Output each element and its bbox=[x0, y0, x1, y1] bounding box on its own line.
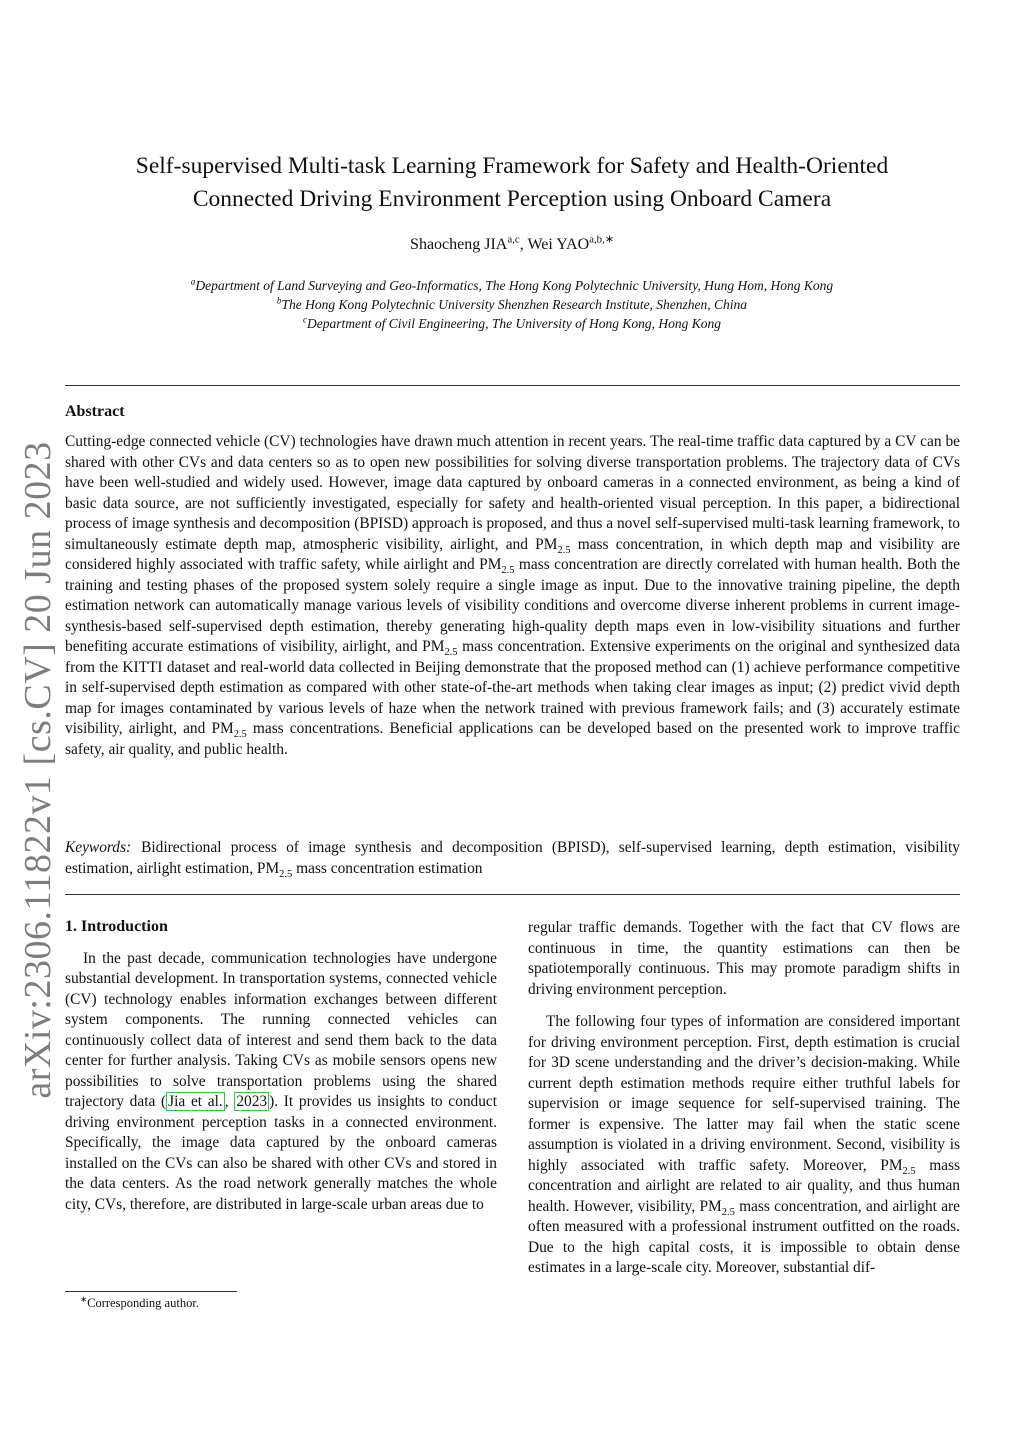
pm-subscript: 2.5 bbox=[444, 647, 458, 659]
abstract-text: mass concentrations. Beneficial applications can be developed based on the presented work to improve traffic safety, air quality, and public health. bbox=[65, 720, 960, 758]
author-2-affil: a,b,∗ bbox=[589, 233, 614, 246]
pm-subscript: 2.5 bbox=[557, 544, 571, 556]
divider-bottom bbox=[65, 894, 960, 895]
footnote-divider bbox=[65, 1291, 237, 1292]
affil-mark: c bbox=[302, 314, 308, 325]
paragraph-text: mass concentration and airlight are related to air quality, and thus human health. However, visibility, PM bbox=[528, 1156, 960, 1215]
arxiv-side-stamp bbox=[8, 441, 68, 1099]
citation-year-link[interactable] bbox=[234, 1092, 269, 1111]
paragraph-text: The following four types of information are considered important for driving environment perception. First, depth estimation is crucial for 3D scene understanding and the driver’s decision-making. While current depth estimation methods require either truthful labels for supervision or image sequence for self-supervised training. The former is expensive. The latter may fail when the static scene assumption is violated in a driving environment. Second, visibility is highly associated with traffic safety. Moreover, PM bbox=[528, 1013, 960, 1174]
intro-paragraph bbox=[528, 1012, 960, 1279]
affil-mark: a bbox=[190, 276, 196, 287]
keywords bbox=[65, 838, 960, 879]
abstract-text: mass concentration. Extensive experiments on the original and synthesized data from the KITTI dataset and real-world data collected in Beijing demonstrate that the proposed method can (1) achieve performance competitive in self-supervised depth estimation as compared with other state-of-the-art methods when taking clear images as input; (2) predict vivid depth map for images contaminated by various levels of haze when the network trained with previous framework fails; and (3) accurately estimate visibility, airlight, and PM bbox=[65, 638, 960, 737]
abstract-text: mass concentration, in which depth map and visibility are considered highly associated with traffic safety, while airlight and PM bbox=[65, 535, 960, 573]
citation-author: Jia et al. bbox=[168, 1093, 223, 1110]
divider-top bbox=[65, 385, 960, 386]
left-column bbox=[65, 917, 497, 1215]
footnote bbox=[80, 1293, 199, 1311]
section-heading-introduction: 1. Introduction bbox=[65, 918, 168, 935]
affiliation-b bbox=[80, 295, 944, 314]
pm-subscript: 2.5 bbox=[902, 1165, 916, 1177]
pm-subscript: 2.5 bbox=[279, 868, 293, 880]
author-2: Wei YAO bbox=[527, 236, 590, 253]
pm-subscript: 2.5 bbox=[501, 565, 515, 577]
affil-text: Department of Civil Engineering, The University of Hong Kong, Hong Kong bbox=[307, 316, 722, 331]
paper-title bbox=[80, 150, 944, 216]
paragraph-text: In the past decade, communication technologies have undergone substantial development. In transportation systems, connected vehicle (CV) technology enables information exchanges between different system components. The running connected vehicles can continuously collect data of interest and send them back to the data center for further analysis. Taking CVs as mobile sensors opens new possibilities to solve transportation problems using the shared trajectory data ( bbox=[65, 949, 497, 1110]
footnote-text: Corresponding author. bbox=[87, 1296, 199, 1310]
intro-paragraph-continued: regular traffic demands. Together with the fact that CV flows are continuous in time, the quantity estimations can then be spatiotemporally continuous. This may promote paradigm shifts in driving environment perception. bbox=[528, 919, 960, 998]
pm-subscript: 2.5 bbox=[233, 729, 247, 741]
affil-mark: b bbox=[276, 295, 282, 306]
footnote-mark: ∗ bbox=[80, 1293, 88, 1304]
abstract-heading: Abstract bbox=[65, 403, 125, 420]
abstract-text: Cutting-edge connected vehicle (CV) technologies have drawn much attention in recent years. The real-time traffic data captured by a CV can be shared with other CVs and data centers so as to open new possibilities for solving diverse transportation problems. The trajectory data of CVs have been well-studied and widely used. However, image data captured by onboard cameras in a connected environment, as being a kind of basic data source, are not sufficiently investigated, especially for safety and health-oriented visual perception. In this paper, a bidirectional process of image synthesis and decomposition (BPISD) approach is proposed, and thus a novel self-supervised multi-task learning framework, to simultaneously estimate depth map, atmospheric visibility, airlight, and PM bbox=[65, 433, 960, 553]
author-list bbox=[80, 233, 944, 254]
citation-separator: , bbox=[224, 1093, 235, 1110]
author-1: Shaocheng JIA bbox=[410, 236, 508, 253]
affil-text: The Hong Kong Polytechnic University Shenzhen Research Institute, Shenzhen, China bbox=[281, 297, 748, 312]
keywords-label: Keywords: bbox=[65, 839, 132, 856]
citation-link[interactable] bbox=[166, 1092, 225, 1111]
affiliation-a bbox=[80, 276, 944, 295]
author-separator: , bbox=[519, 236, 528, 253]
author-1-affil: a,c bbox=[507, 233, 520, 246]
title-line-1: Self-supervised Multi-task Learning Framework for Safety and Health-Oriented bbox=[135, 153, 889, 179]
paragraph-text: ). It provides us insights to conduct driving environment perception tasks in a connected environment. Specifically, the image data captured by the onboard cameras installed on the CVs can also be shared with other CVs and stored in the data centers. As the road network generally matches the whole city, CVs, therefore, are distributed in large-scale urban areas due to bbox=[65, 1093, 498, 1213]
pm-subscript: 2.5 bbox=[721, 1206, 735, 1218]
arxiv-identifier: arXiv:2306.11822v1 [cs.CV] 20 Jun 2023 bbox=[17, 441, 59, 1099]
affiliation-c bbox=[80, 314, 944, 333]
intro-paragraph bbox=[65, 949, 497, 1216]
keywords-text: mass concentration estimation bbox=[292, 859, 483, 877]
affiliations bbox=[80, 276, 944, 333]
paragraph-text: mass concentration, and airlight are often measured with a professional instrument outfitted on the roads. Due to the high capital costs, it is impossible to obtain dense estimates in a large-scale city. Moreover, substantial dif- bbox=[528, 1197, 960, 1276]
citation-year: 2023 bbox=[236, 1093, 268, 1110]
affil-text: Department of Land Surveying and Geo-Informatics, The Hong Kong Polytechnic University, Hung Hom, Hong Kong bbox=[195, 278, 834, 293]
abstract-body bbox=[65, 432, 960, 760]
abstract-text: mass concentration are directly correlated with human health. Both the training and testing phases of the proposed system solely require a single image as input. Due to the innovative training pipeline, the depth estimation network can automatically manage various levels of visibility conditions and overcome diverse inherent problems in current image-synthesis-based self-supervised depth estimation, thereby generating high-quality depth maps even in low-visibility situations and further benefiting accurate estimations of visibility, airlight, and PM bbox=[65, 556, 960, 655]
keywords-text: Bidirectional process of image synthesis and decomposition (BPISD), self-supervised learning, depth estimation, visibility estimation, airlight estimation, PM bbox=[65, 839, 960, 877]
right-column bbox=[528, 918, 960, 1279]
title-line-2: Connected Driving Environment Perception using Onboard Camera bbox=[192, 186, 832, 212]
